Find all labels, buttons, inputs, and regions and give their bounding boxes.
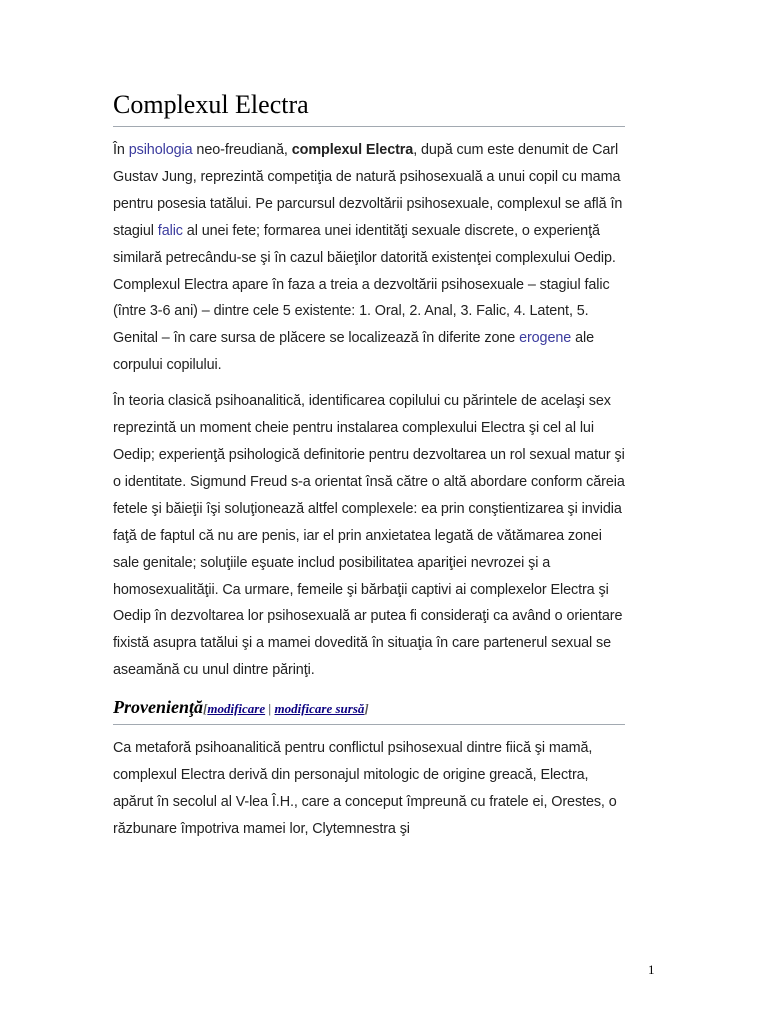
- section-title: Provenienţă: [113, 697, 203, 718]
- page-title: Complexul Electra: [113, 88, 625, 127]
- bold-term: complexul Electra: [291, 142, 414, 158]
- bracket-close: ]: [364, 701, 369, 717]
- paragraph-theory: În teoria clasică psihoanalitică, identificarea copilului cu părintele de acelaşi sex reprezintă un moment cheie pentru instalarea complexului Electra şi cel al lui Oedip; experienţă psihologică definitorie pentru dezvoltarea un rol sexual matur şi o identitate. Sigmund Freud s-a orientat însă către o altă abordare conform căreia fetele şi băieţii îşi soluţionează altfel complexele: ea prin conştientizarea şi invidia faţă de faptul că nu are penis, iar el prin anxietatea legată de vătămarea zonei sale genitale; soluţiile eşuate includ posibilitatea apariţiei nevrozei şi a homosexualităţii. Ca urmare, femeile şi bărbaţii captivi ai complexelor Electra şi Oedip în dezvoltarea lor psihosexuală ar putea fi consideraţi ca având o orientare fixistă asupra tatălui şi a mamei dovedită în situaţia în care partenerul sexual se aseamănă cu unul dintre părinţi.: [113, 393, 625, 679]
- edit-link[interactable]: modificare: [207, 701, 266, 717]
- text-segment: În: [113, 142, 129, 158]
- edit-source-link[interactable]: modificare sursă: [274, 701, 365, 717]
- separator: |: [265, 701, 275, 717]
- paragraph-intro: [113, 137, 625, 379]
- section-heading: [113, 695, 625, 725]
- link-falic[interactable]: falic: [157, 222, 183, 239]
- bracket-open: [: [203, 701, 208, 717]
- text-segment: , după cum este denumit de Carl Gustav Jung, reprezintă competiţia de natură psihosexuală a unui copil cu mama pentru posesia tatălui. Pe parcursul dezvoltării psihosexuale, complexul se află în stagiul: [113, 142, 623, 239]
- edit-section-links: [203, 701, 369, 716]
- text-segment: neo-freudiană,: [192, 142, 292, 158]
- page-number: 1: [648, 962, 655, 977]
- article: [113, 88, 625, 843]
- text-segment: al unei fete; formarea unei identităţi sexuale discrete, o experienţă similară petrecându-se şi în cazul băieţilor datorită existenţei complexului Oedip. Complexul Electra apare în faza a treia a dezvoltării psihosexuale – stagiul falic (între 3-6 ani) – dintre cele 5 existente: 1. Oral, 2. Anal, 3. Falic, 4. Latent, 5. Genital – în care sursa de plăcere se localizează în diferite zone: [113, 222, 616, 347]
- paragraph-origin: Ca metaforă psihoanalitică pentru conflictul psihosexual dintre fiică şi mamă, complexul Electra derivă din personajul mitologic de origine greacă, Electra, apărut în secolul al V-lea Î.H., care a conceput împreună cu fratele ei, Orestes, o răzbunare împotriva mamei lor, Clytemnestra şi: [113, 740, 617, 837]
- link-psihologia[interactable]: psihologia: [128, 142, 193, 158]
- link-erogene[interactable]: erogene: [519, 330, 572, 347]
- text-segment: ale corpului copilului.: [113, 330, 594, 374]
